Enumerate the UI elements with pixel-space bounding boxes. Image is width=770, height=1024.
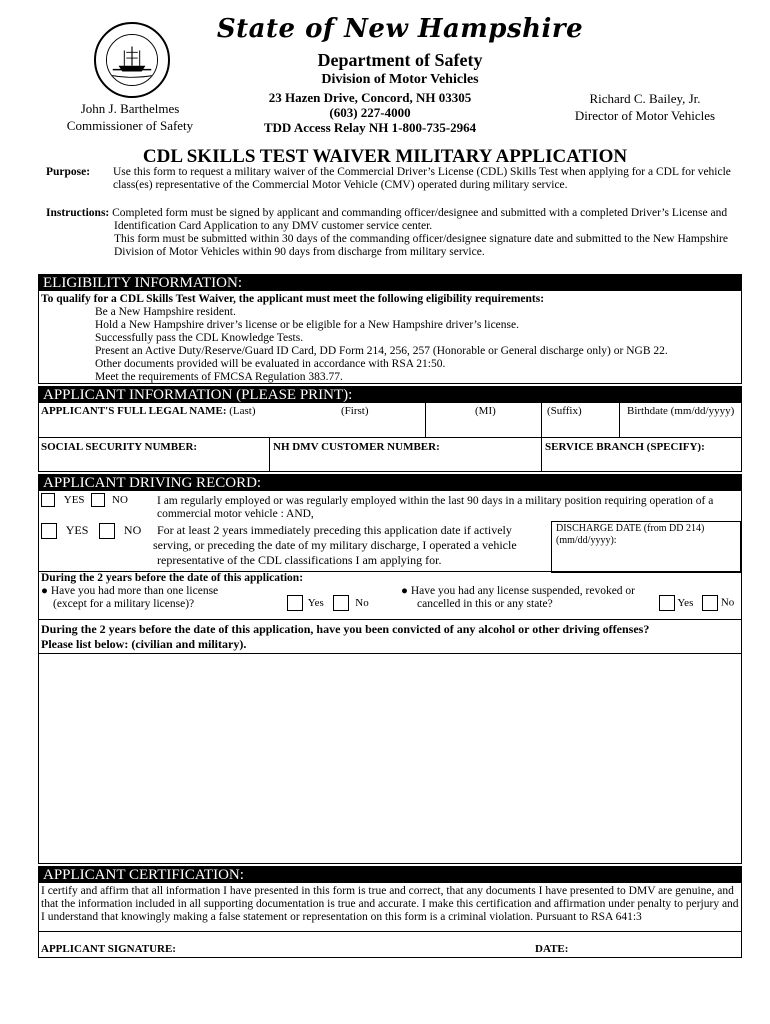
last-name-label: (Last): [229, 405, 256, 417]
q1-no-checkbox[interactable]: [91, 493, 105, 507]
eligibility-item: Hold a New Hampshire driver’s license or be eligible for a New Hampshire driver’s license.: [95, 319, 519, 331]
eligibility-section: [38, 274, 742, 384]
q3-yes-label: Yes: [307, 596, 324, 609]
commissioner-block: [50, 100, 210, 134]
instructions-line-2: Identification Card Application to any DMV customer service center.: [114, 220, 433, 232]
seal-ship-icon: [107, 35, 157, 85]
certification-line-1: I certify and affirm that all information I have presented in this form is true and correct, that any documents I have presented to DMV are genuine, and: [41, 885, 734, 897]
q1-text: [157, 495, 737, 521]
q1-options: [41, 493, 128, 507]
convictions-line-1: During the 2 years before the date of this application, have you been convicted of any alcohol or other driving offenses?: [41, 622, 650, 636]
director-block: [560, 90, 730, 124]
discharge-date-label-1: DISCHARGE DATE (from DD 214): [556, 523, 705, 534]
director-title: Director of Motor Vehicles: [574, 108, 716, 123]
eligibility-intro: To qualify for a CDL Skills Test Waiver, the applicant must meet the following eligibility requirements:: [41, 293, 545, 305]
two-years-heading: During the 2 years before the date of this application:: [41, 572, 304, 584]
commissioner-title: Commissioner of Safety: [66, 118, 194, 133]
middle-initial-field[interactable]: [427, 419, 537, 435]
q2-no-checkbox[interactable]: [99, 523, 115, 539]
q4-yes-label: Yes: [677, 596, 694, 609]
q3-line-2: (except for a military license)?: [53, 598, 195, 610]
applicant-signature-label: APPLICANT SIGNATURE:: [41, 943, 176, 955]
purpose-text: [113, 166, 743, 192]
q4-text: [401, 585, 635, 611]
convictions-line-2: Please list below: (civilian and military).: [41, 637, 247, 651]
q4-no-label: No: [720, 596, 735, 609]
eligibility-item: Present an Active Duty/Reserve/Guard ID Card, DD Form 214, 256, 257 (Honorable or General discharge only) or NGB 22.: [95, 345, 668, 357]
q4-no-checkbox[interactable]: [702, 595, 718, 611]
instructions-label: Instructions:: [46, 207, 110, 219]
certification-section: [38, 866, 742, 958]
q3-options: [287, 595, 369, 611]
q2-text: [153, 523, 547, 568]
discharge-date-box[interactable]: [551, 521, 741, 573]
q2-line-3: representative of the CDL classifications I am applying for.: [157, 553, 442, 567]
q3-no-label: No: [355, 596, 369, 609]
commissioner-name: John J. Barthelmes: [80, 101, 180, 116]
tdd-line: TDD Access Relay NH 1-800-735-2964: [263, 120, 477, 135]
q1-no-label: NO: [112, 493, 128, 506]
birthdate-field[interactable]: [621, 419, 739, 435]
certification-line-3: I understand that knowingly making a false statement or representation on this form is a criminal violation. Pursuant to RSA 641:3: [41, 911, 642, 923]
director-name: Richard C. Bailey, Jr.: [589, 91, 701, 106]
state-title: State of New Hampshire: [216, 14, 584, 44]
phone-line: (603) 227-4000: [329, 105, 411, 120]
applicant-info-section: [38, 386, 742, 472]
form-title: CDL SKILLS TEST WAIVER MILITARY APPLICATION: [142, 146, 628, 167]
q2-yes-label: YES: [65, 523, 89, 537]
birthdate-label: Birthdate (mm/dd/yyyy): [627, 405, 735, 417]
date-label: DATE:: [535, 943, 569, 955]
ssn-label: SOCIAL SECURITY NUMBER:: [41, 441, 198, 453]
eligibility-list: [39, 306, 741, 384]
ssn-field[interactable]: [41, 453, 265, 469]
q2-options: [41, 523, 141, 539]
q3-text: [41, 585, 218, 611]
q2-yes-checkbox[interactable]: [41, 523, 57, 539]
q2-line-1: For at least 2 years immediately preceding this application date if actively: [157, 523, 512, 537]
q4-line-1: ● Have you had any license suspended, revoked or: [401, 585, 635, 597]
eligibility-item: Meet the requirements of FMCSA Regulation 383.77.: [95, 371, 343, 383]
purpose-label: Purpose:: [46, 166, 91, 178]
q1-yes-checkbox[interactable]: [41, 493, 55, 507]
full-name-field[interactable]: [41, 419, 421, 435]
eligibility-item: Be a New Hampshire resident.: [95, 306, 236, 318]
department-title: Department of Safety: [317, 50, 483, 70]
q4-options: [659, 595, 734, 611]
first-name-label: (First): [341, 405, 369, 417]
eligibility-heading: ELIGIBILITY INFORMATION:: [39, 275, 741, 291]
division-title: Division of Motor Vehicles: [321, 72, 479, 87]
driving-record-heading: APPLICANT DRIVING RECORD:: [39, 475, 741, 491]
full-name-label-group: [41, 405, 256, 417]
q1-line-2: commercial motor vehicle : AND,: [157, 508, 314, 520]
instructions: [46, 207, 736, 259]
purpose-line-2: class(es) representative of the Commercial Motor Vehicle (CMV) operated during military service.: [113, 179, 568, 191]
middle-initial-label: (MI): [475, 405, 496, 417]
instructions-line-1: Completed form must be signed by applicant and commanding officer/designee and submitted with a completed Driver’s License and: [112, 207, 728, 219]
certification-text: [39, 885, 741, 924]
certification-heading: APPLICANT CERTIFICATION:: [39, 867, 741, 883]
instructions-line-4: Division of Motor Vehicles within 90 days from discharge from military service.: [114, 246, 485, 258]
service-branch-field[interactable]: [545, 453, 739, 469]
convictions-question: [41, 622, 737, 652]
address-line: 23 Hazen Drive, Concord, NH 03305: [268, 90, 472, 105]
applicant-signature-field[interactable]: [189, 935, 529, 955]
suffix-label: (Suffix): [547, 405, 582, 417]
driving-record-section: [38, 474, 742, 864]
q4-yes-checkbox[interactable]: [659, 595, 675, 611]
certification-line-2: that the information included in all supporting documentation is true and accurate. I make this certification and affirmation under penalty to perjury and: [41, 898, 739, 910]
nh-dmv-label: NH DMV CUSTOMER NUMBER:: [273, 441, 440, 453]
convictions-list-field[interactable]: [41, 655, 739, 861]
suffix-field[interactable]: [543, 419, 615, 435]
eligibility-item: Other documents provided will be evaluated in accordance with RSA 21:50.: [95, 358, 446, 370]
full-name-label: APPLICANT'S FULL LEGAL NAME:: [41, 405, 227, 417]
signature-date-field[interactable]: [575, 935, 735, 955]
nh-dmv-field[interactable]: [273, 453, 537, 469]
eligibility-item: Successfully pass the CDL Knowledge Tests.: [95, 332, 304, 344]
discharge-date-label-2: (mm/dd/yyyy):: [556, 535, 617, 546]
q2-line-2: serving, or preceding the date of my military discharge, I operated a vehicle: [153, 538, 517, 552]
discharge-date-label: [552, 522, 740, 548]
service-branch-label: SERVICE BRANCH (SPECIFY):: [545, 441, 705, 453]
applicant-info-heading: APPLICANT INFORMATION (PLEASE PRINT):: [39, 387, 741, 403]
instructions-line-3: This form must be submitted within 30 days of the commanding officer/designee signature date and submitted to the New Hampshire: [114, 233, 728, 245]
q3-no-checkbox[interactable]: [333, 595, 349, 611]
purpose-line-1: Use this form to request a military waiver of the Commercial Driver’s License (CDL) Skills Test when applying for a CDL for vehicle: [113, 166, 731, 178]
q1-line-1: I am regularly employed or was regularly employed within the last 90 days in a military position requiring operation of a: [157, 495, 714, 507]
q3-yes-checkbox[interactable]: [287, 595, 303, 611]
q3-line-1: ● Have you had more than one license: [41, 585, 219, 597]
q2-no-label: NO: [123, 523, 142, 537]
q1-yes-label: YES: [63, 493, 85, 506]
state-seal: [94, 22, 170, 98]
q4-line-2: cancelled in this or any state?: [417, 598, 553, 610]
